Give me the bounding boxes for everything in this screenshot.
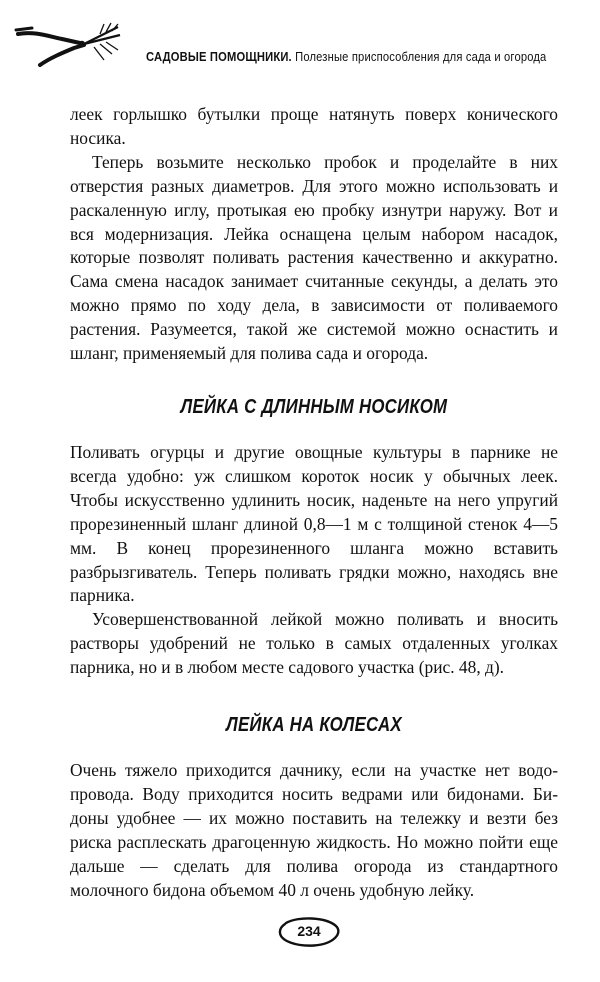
body-paragraph: Поливать огурцы и другие овощные культуры в парнике не всегда удобно: уж слишком короток носик у обычных леек. Чтобы искусственно удлинить носик, наденьте на него упругий прорезиненный шланг длиной 0,8—1 м с толщиной стенок 4—5 мм. В конец прорезиненного шланга можно вставить разбрызгиватель. Теперь поливать грядки можно, находясь вне парника. xyxy=(70,441,558,606)
pruning-shears-icon xyxy=(14,20,132,72)
running-title: САДОВЫЕ ПОМОЩНИКИ. xyxy=(146,49,292,64)
body-paragraph: леек горлышко бутылки проще натянуть поверх конического носика. xyxy=(70,104,558,148)
body-paragraph: Очень тяжело приходится дачнику, если на участке нет водопровода. Воду приходится носить ведрами или бидонами. Бидоны удобнее — их можно поставить на тележку и везти без риска расплескать драгоценную жидкость. Но можно пойти еще дальше — сделать для полива огорода из стандартного молочного бидона объемом 40 л очень удобную лейку. xyxy=(70,760,558,900)
page-header xyxy=(14,20,586,70)
section-title: ЛЕЙКА НА КОЛЕСАХ xyxy=(226,714,402,737)
page-number: 234 xyxy=(297,923,321,939)
page-number-badge xyxy=(276,917,342,947)
running-head xyxy=(146,49,546,64)
page-body xyxy=(70,103,558,902)
body-paragraph: Усовершенствованной лейкой можно поливать и вносить растворы удобрений не только в самых отдаленных уголках парника, но и в любом месте садового участка (рис. 48, д). xyxy=(70,609,558,678)
section-title: ЛЕЙКА С ДЛИННЫМ НОСИКОМ xyxy=(180,395,448,418)
running-subtitle: Полезные приспособления для сада и огорода xyxy=(295,49,547,64)
body-paragraph: Теперь возьмите несколько пробок и проделайте в них отверстия разных диаметров. Для этого можно использовать и раскаленную иглу, протыкая ею пробку изнутри наружу. Вот и вся модернизация. Лейка оснащена целым набором насадок, которые позволят поливать растения качественно и аккуратно. Сама смена насадок занимает считанные секунды, а делать это можно прямо по ходу дела, в зависимости от поливаемого растения. Разумеется, такой же системой можно оснастить и шланг, применяемый для полива сада и огорода. xyxy=(70,151,558,364)
